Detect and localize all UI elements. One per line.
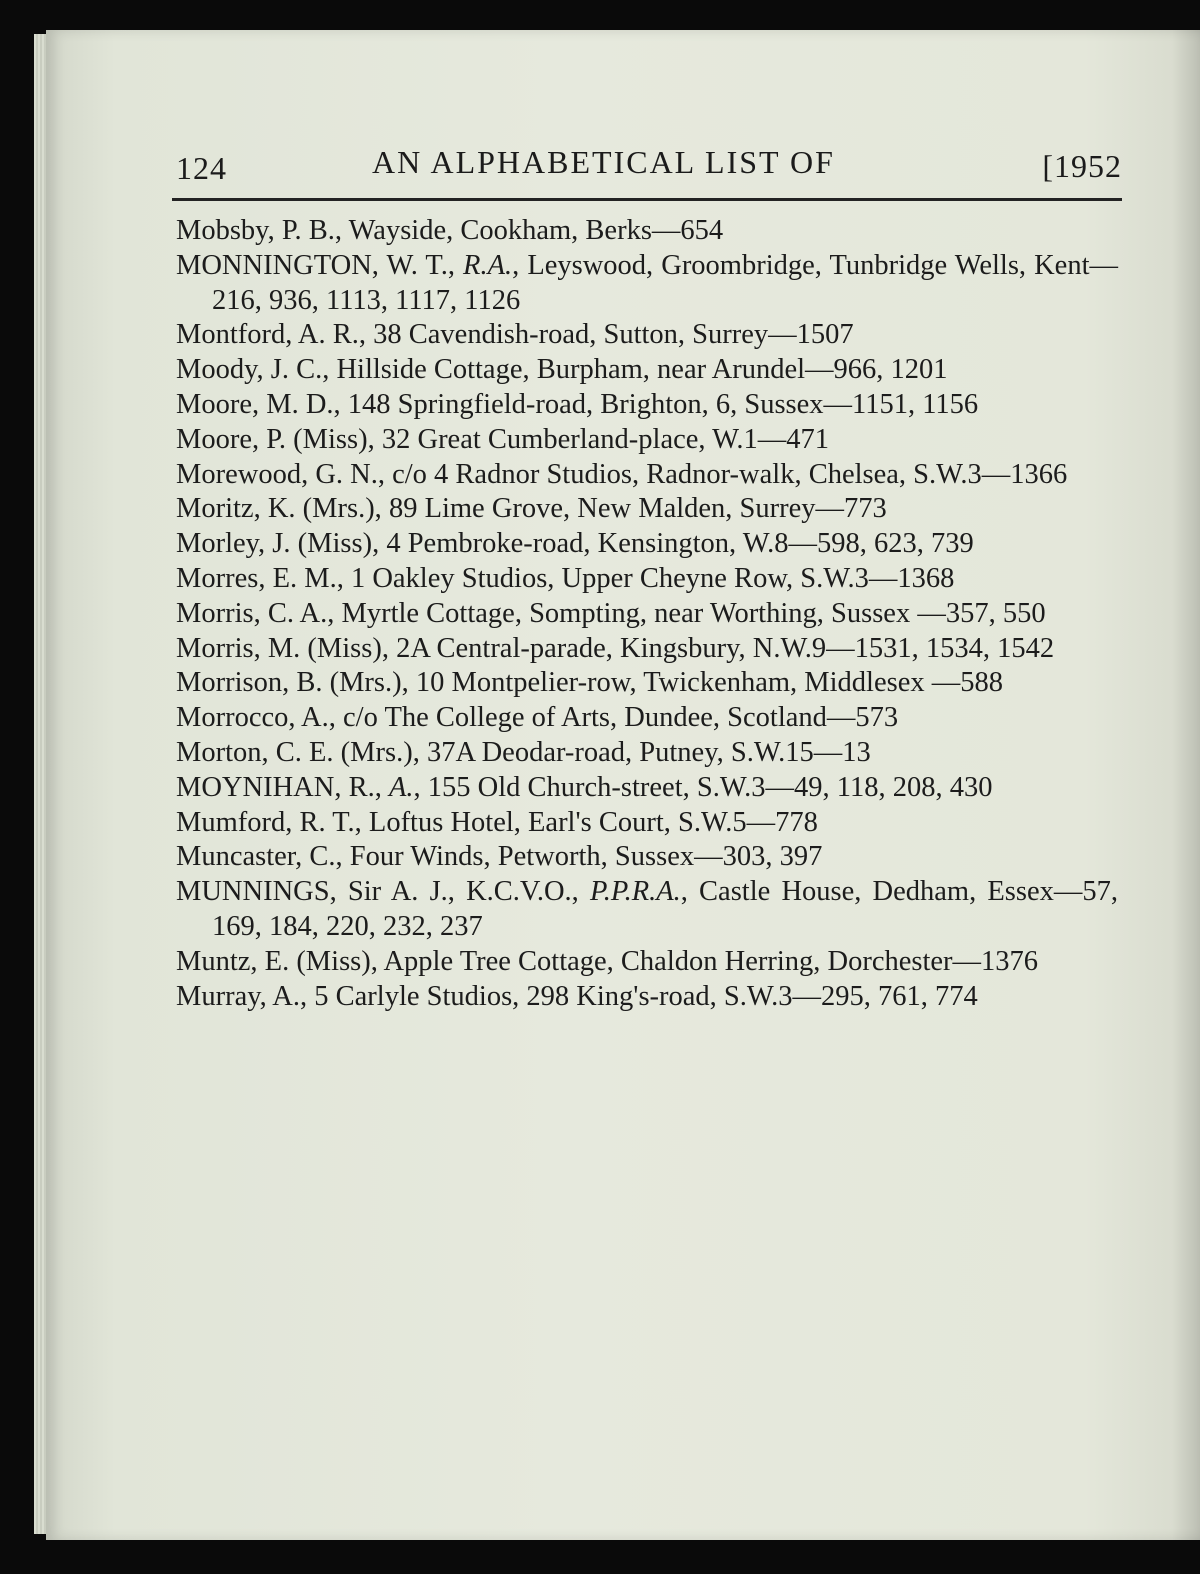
entry-text: 5 Carlyle Studios, 298 King's-road, S.W.3—295, 761, 774 [314,980,978,1012]
entry-morres [176,562,1118,597]
entry-name: Moore, P. (Miss), [176,423,375,455]
entry-title: A. [388,771,414,803]
entry-text: Four Winds, Petworth, Sussex—303, 397 [349,841,823,873]
entry-morton [176,736,1118,771]
entry-name: MUNNINGS, Sir A. J., K.C.V.O., [176,876,579,908]
entry-text: , Leyswood, Groombridge, Tunbridge Wells, Kent—216, 936, 1113, 1117, 1126 [212,249,1118,316]
entry-morewood [176,458,1118,493]
entry-list [176,214,1118,1014]
header-rule [172,198,1122,201]
entry-text: 89 Lime Grove, New Malden, Surrey—773 [388,493,887,525]
entry-monnington [176,249,1118,319]
entry-name: Morrocco, A., [176,702,336,734]
entry-name: Morewood, G. N., [176,458,385,490]
entry-text: 148 Springfield-road, Brighton, 6, Sussex—1151, 1156 [347,388,979,420]
entry-mumford [176,806,1118,841]
entry-name: Muncaster, C., [176,841,343,873]
entry-mobsby [176,214,1118,249]
entry-morris-ca [176,597,1118,632]
entry-name: Moody, J. C., [176,354,330,386]
entry-moritz [176,492,1118,527]
entry-name: Morton, C. E. (Mrs.), [176,736,420,768]
page-year: [1952 [1042,148,1122,184]
entry-moore-md [176,388,1118,423]
entry-name: Moore, M. D., [176,388,341,420]
entry-text: , Castle House, Dedham, Essex—57, 169, 184, 220, 232, 237 [212,876,1118,942]
entry-moore-p [176,423,1118,458]
entry-muncaster [176,840,1118,875]
entry-text: 37A Deodar-road, Putney, S.W.15—13 [426,736,871,768]
entry-morrocco [176,701,1118,736]
entry-text: 10 Montpelier-row, Twickenham, Middlesex —588 [415,667,1003,699]
entry-moody [176,353,1118,388]
entry-text: Hillside Cottage, Burpham, near Arundel—966, 1201 [336,354,948,386]
entry-title: R.A. [463,249,513,281]
entry-name: Montford, A. R., [176,319,367,351]
entry-name: Morley, J. (Miss), [176,528,380,560]
entry-muntz [176,945,1118,980]
entry-text: c/o The College of Arts, Dundee, Scotland—573 [343,702,899,734]
entry-name: Morrison, B. (Mrs.), [176,667,409,699]
entry-text: c/o 4 Radnor Studios, Radnor-walk, Chelsea, S.W.3—1366 [392,458,1068,490]
entry-name: Muntz, E. (Miss), [176,945,378,977]
entry-text: Loftus Hotel, Earl's Court, S.W.5—778 [368,806,818,838]
entry-text: 38 Cavendish-road, Sutton, Surrey—1507 [373,319,854,351]
entry-text: 32 Great Cumberland-place, W.1—471 [381,423,830,455]
entry-morrison [176,666,1118,701]
entry-text: 1 Oakley Studios, Upper Cheyne Row, S.W.3—1368 [350,562,955,594]
entry-name: Moritz, K. (Mrs.), [176,493,382,525]
entry-name: Murray, A., [176,980,308,1012]
entry-text: 2A Central-parade, Kingsbury, N.W.9—1531, 1534, 1542 [396,632,1055,664]
entry-name: MOYNIHAN, R., [176,771,382,803]
page-header [172,142,1122,190]
entry-munnings [176,875,1118,945]
entry-morris-m [176,632,1118,667]
entry-morley [176,527,1118,562]
entry-text: 4 Pembroke-road, Kensington, W.8—598, 623, 739 [386,528,974,560]
entry-title: P.P.R.A. [589,876,681,908]
entry-name: Morris, C. A., [176,597,335,629]
entry-name: Morris, M. (Miss), [176,632,389,664]
entry-text: Myrtle Cottage, Sompting, near Worthing, Sussex —357, 550 [341,597,1046,629]
entry-name: Morres, E. M., [176,562,344,594]
entry-murray [176,980,1118,1015]
page-title: AN ALPHABETICAL LIST OF [372,144,835,180]
entry-text: , 155 Old Church-street, S.W.3—49, 118, 208, 430 [413,771,993,803]
entry-moynihan [176,771,1118,806]
entry-name: Mobsby, P. B., [176,215,343,246]
entry-name: MONNINGTON, W. T., [176,249,455,281]
entry-name: Mumford, R. T., [176,806,362,838]
page-number: 124 [176,150,227,186]
entry-text: Apple Tree Cottage, Chaldon Herring, Dorchester—1376 [383,945,1039,977]
entry-montford [176,318,1118,353]
entry-text: Wayside, Cookham, Berks—654 [348,215,724,246]
